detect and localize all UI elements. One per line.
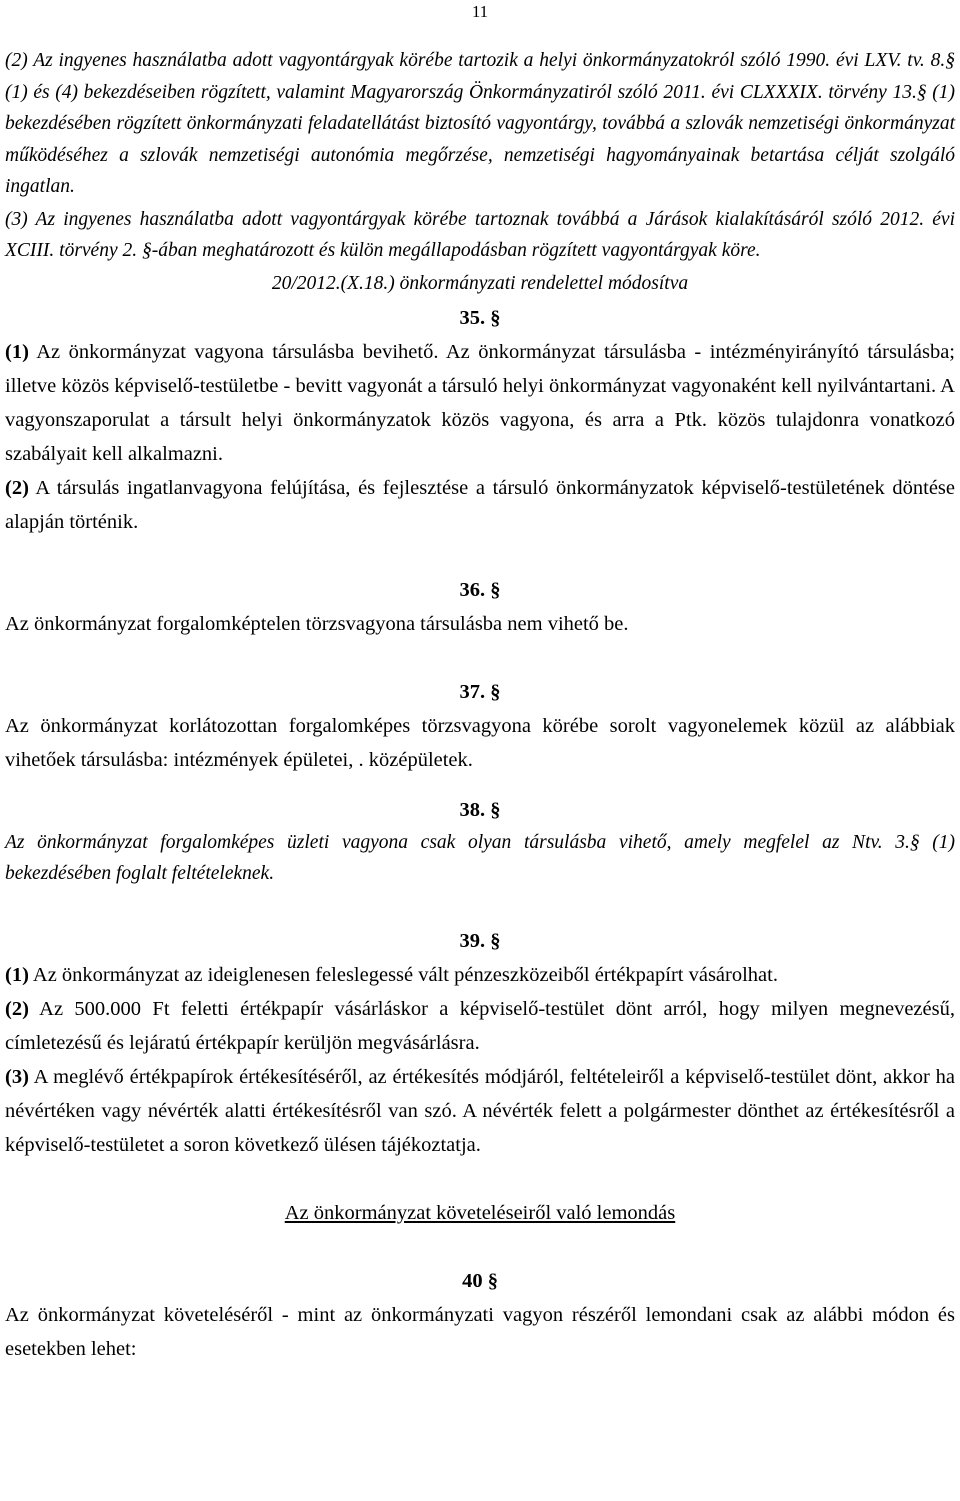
amendment-note: 20/2012.(X.18.) önkormányzati rendelettel módosítva xyxy=(271,272,689,294)
section-39-title: 39. § xyxy=(459,929,501,952)
paragraph-text: Az önkormányzat vagyona társulásba bevihető. Az önkormányzat társulásba - intézményirányító társulásba; illetve közös képviselő-testületbe - bevitt vagyonát a társuló helyi önkormányzat vagyonaként kell nyilvántartani. A vagyonszaporulat a társult helyi önkormányzatok közös vagyona, és arra a Ptk. közös tulajdonra vonatkozó szabályait kell alkalmazni. xyxy=(5,340,955,465)
paragraph-39-1 xyxy=(5,958,955,992)
paragraph-39-2 xyxy=(5,992,955,1060)
paragraph-text: A meglévő értékpapírok értékesítéséről, az értékesítés módjáról, feltételeiről a képviselő-testület dönt, akkor ha névértéken vagy névérték alatti értékesítésről van szó. A névérték felett a polgármester dönthet az értékesítésről a képviselő-testületet a soron következő ülésen tájékoztatja. xyxy=(5,1065,955,1156)
paragraph-number: (1) xyxy=(5,963,29,986)
paragraph-40: Az önkormányzat követeléséről - mint az önkormányzati vagyon részéről lemondani csak az alábbi módon és esetekben lehet: xyxy=(5,1303,955,1360)
paragraph-34-3: (3) Az ingyenes használatba adott vagyontárgyak körébe tartoznak továbbá a Járások kialakításáról szóló 2012. évi XCIII. törvény 2. §-ában meghatározott és külön megállapodásban rögzített vagyontárgyak köre. xyxy=(5,208,955,261)
paragraph-34-2: (2) Az ingyenes használatba adott vagyontárgyak körébe tartozik a helyi önkormányzatokról szóló 1990. évi LXV. tv. 8.§ (1) és (4) bekezdéseiben rögzített, valamint Magyarország Önkormányzatiról szóló 2011. évi CLXXXIX. törvény 13.§ (1) bekezdésében rögzített önkormányzati feladatellátást biztosító vagyontárgy, továbbá a szlovák nemzetiségi önkormányzat működéséhez a szlovák nemzetiségi autonómia megőrzése, nemzetiségi hagyományainak betartása célját szolgáló ingatlan. xyxy=(5,50,955,197)
paragraph-35-1 xyxy=(5,335,955,471)
paragraph-38: Az önkormányzat forgalomképes üzleti vagyona csak olyan társulásba vihető, amely megfelel az Ntv. 3.§ (1) bekezdésében foglalt feltételeknek. xyxy=(5,831,955,884)
paragraph-39-3 xyxy=(5,1060,955,1162)
section-35-title: 35. § xyxy=(459,306,501,329)
chapter-heading: Az önkormányzat követeléseiről való lemondás xyxy=(284,1201,676,1224)
paragraph-text: Az 500.000 Ft feletti értékpapír vásárláskor a képviselő-testület dönt arról, hogy milyen megnevezésű, címletezésű és lejáratú értékpapír kerüljön megvásárlásra. xyxy=(5,997,955,1054)
paragraph-37: Az önkormányzat korlátozottan forgalomképes törzsvagyona körébe sorolt vagyonelemek közül az alábbiak vihetőek társulásba: intézmények épületei, . középületek. xyxy=(5,714,955,771)
paragraph-number: (2) xyxy=(5,997,29,1020)
page-number: 11 xyxy=(471,2,489,21)
paragraph-number: (3) xyxy=(5,1065,29,1088)
paragraph-number: (1) xyxy=(5,340,29,363)
section-40-title: 40 § xyxy=(462,1269,498,1292)
document-body xyxy=(5,45,955,1366)
paragraph-text: Az önkormányzat az ideiglenesen feleslegessé vált pénzeszközeiből értékpapírt vásárolhat. xyxy=(28,963,778,986)
paragraph-36: Az önkormányzat forgalomképtelen törzsvagyona társulásba nem vihető be. xyxy=(5,612,629,635)
section-37-title: 37. § xyxy=(459,680,501,703)
section-38-title: 38. § xyxy=(459,798,501,821)
section-36-title: 36. § xyxy=(459,578,501,601)
paragraph-35-2 xyxy=(5,471,955,539)
paragraph-text: A társulás ingatlanvagyona felújítása, és fejlesztése a társuló önkormányzatok képviselő-testületének döntése alapján történik. xyxy=(5,476,955,533)
paragraph-number: (2) xyxy=(5,476,29,499)
